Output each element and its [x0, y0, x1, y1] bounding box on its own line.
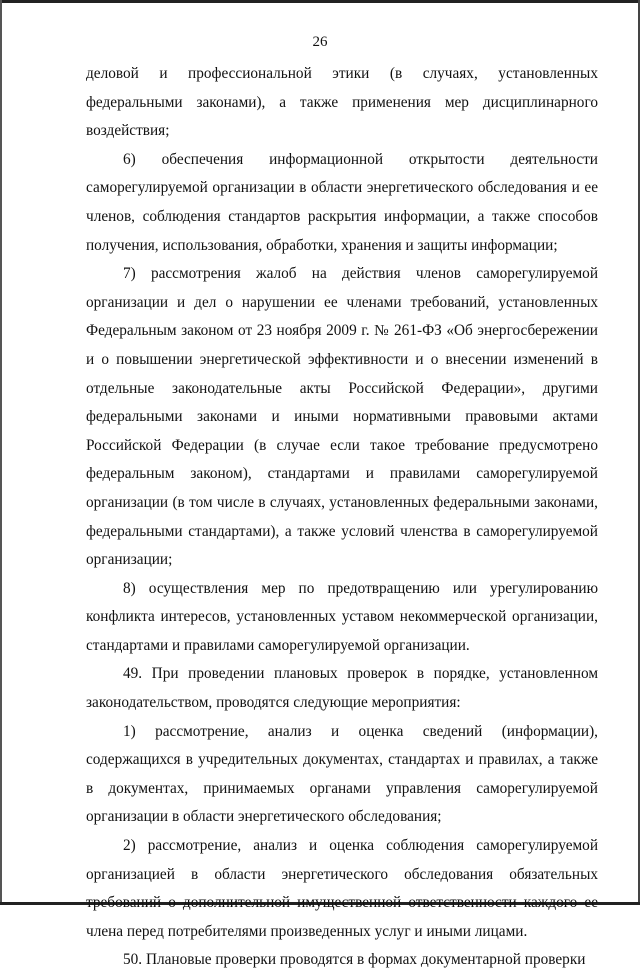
paragraph-item-8: 8) осуществления мер по предотвращению или урегулированию конфликта интересов, установленных уставом некоммерческой организации, стандартами и правилами саморегулируемой организации. — [86, 579, 598, 654]
scan-edge-left — [0, 0, 2, 905]
paragraph-clause-50: 50. Плановые проверки проводятся в формах документарной проверки — [123, 951, 586, 969]
paragraph-clause-49: 49. При проведении плановых проверок в порядке, установленном законодательством, проводятся следующие мероприятия: — [86, 665, 598, 712]
scan-edge-top — [0, 0, 640, 3]
page-number: 26 — [312, 34, 328, 50]
document-body — [86, 60, 598, 975]
paragraph-clause-49-item-2: 2) рассмотрение, анализ и оценка соблюдения саморегулируемой организацией в области энергетического обследования обязательных требований о дополнительной имущественной ответственности каждого ее члена перед потребителями произведенных услуг и иными лицами. — [86, 837, 598, 940]
paragraph-item-6: 6) обеспечения информационной открытости деятельности саморегулируемой организации в области энергетического обследования и ее членов, соблюдения стандартов раскрытия информации, а также способов получения, использования, обработки, хранения и защиты информации; — [86, 150, 598, 254]
paragraph-continuation: деловой и профессиональной этики (в случаях, установленных федеральными законами), а также применения мер дисциплинарного воздействия; — [86, 65, 598, 140]
paragraph-clause-49-item-1: 1) рассмотрение, анализ и оценка сведений (информации), содержащихся в учредительных документах, стандартах и правилах, а также в документах, принимаемых органами управления саморегулируемой организации в области энергетического обследования; — [86, 722, 598, 826]
paragraph-item-7: 7) рассмотрения жалоб на действия членов саморегулируемой организации и дел о нарушении ее членами требований, установленных Федеральным законом от 23 ноября 2009 г. № 261-ФЗ «Об энергосбережении и о повышении энергетической эффективности и о внесении изменений в отдельные законодательные акты Российской Федерации», другими федеральными законами и иными нормативными правовыми актами Российской Федерации (в случае если такое требование предусмотрено федеральным законом), стандартами и правилами саморегулируемой организации (в том числе в случаях, установленных федеральными законами, федеральными стандартами), а также условий членства в саморегулируемой организации; — [86, 265, 598, 569]
